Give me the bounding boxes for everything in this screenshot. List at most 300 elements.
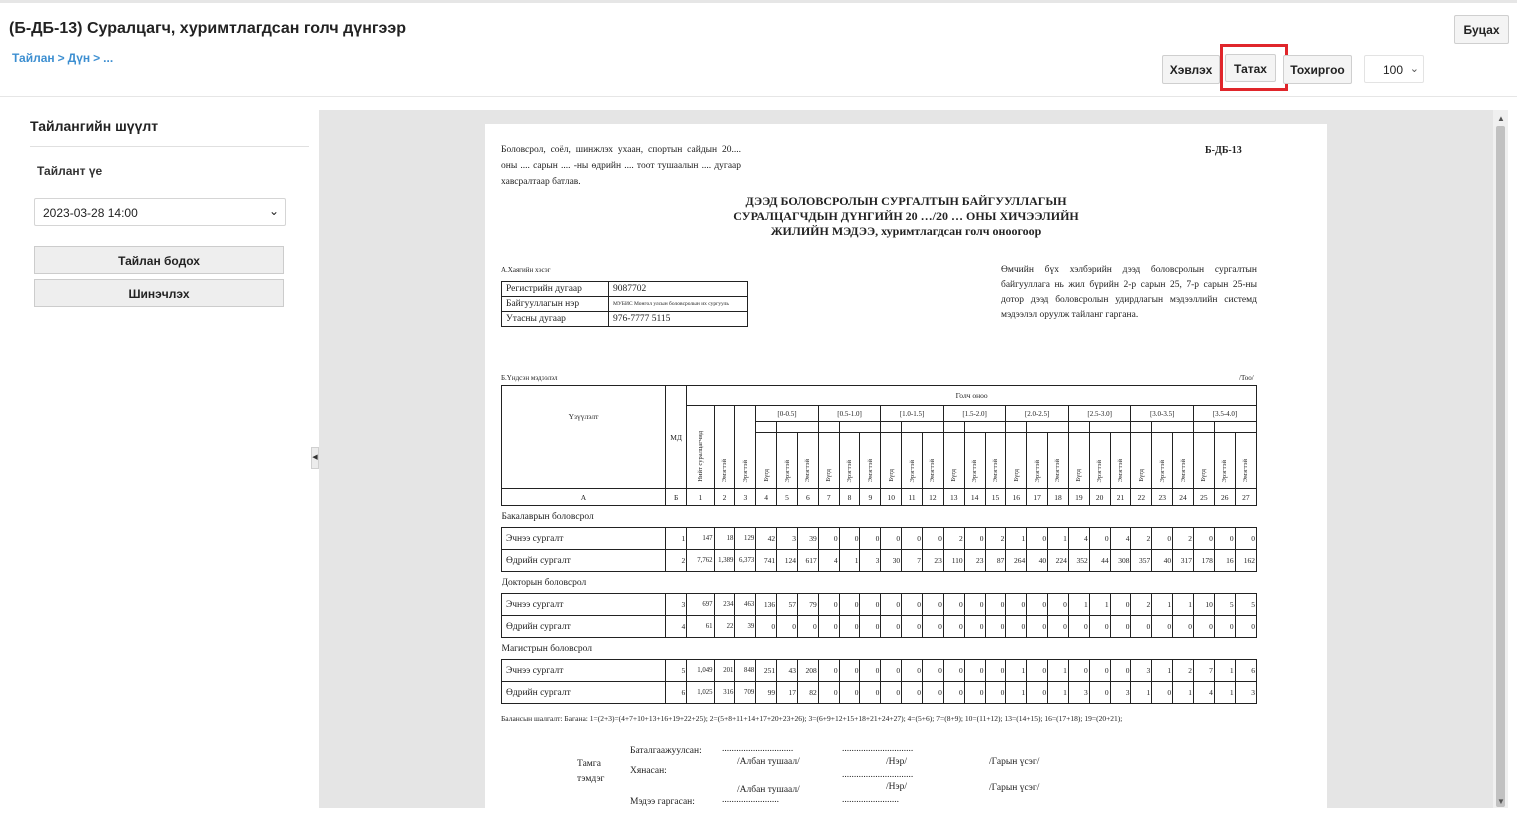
cell-value: 0: [839, 528, 860, 550]
range-sub-header: [985, 433, 1006, 489]
total-sub-header: [714, 406, 735, 489]
column-number: 13: [943, 489, 964, 506]
cell-value: 0: [923, 594, 944, 616]
cell-value: 1: [1152, 594, 1173, 616]
range-sub-header-label: Бүгд: [1012, 469, 1020, 482]
column-number: 2: [714, 489, 735, 506]
row-md: 5: [665, 660, 686, 682]
range-sub-header: [1089, 433, 1110, 489]
cell-value: 208: [797, 660, 818, 682]
cell-value: 0: [881, 528, 902, 550]
cell-value: 0: [1131, 616, 1152, 638]
zoom-value: 100: [1383, 63, 1404, 77]
stamp-label: Тамга тэмдэг: [577, 759, 605, 784]
top-border: [0, 0, 1517, 3]
column-number: 25: [1193, 489, 1214, 506]
cell-value: 0: [923, 682, 944, 704]
cell-value: 43: [777, 660, 798, 682]
checked-position: /Албан тушаал/: [737, 785, 800, 795]
cell-value: 30: [881, 550, 902, 572]
cell-value: 0: [860, 594, 881, 616]
settings-button[interactable]: Тохиргоо: [1283, 55, 1352, 84]
cell-value: 617: [797, 550, 818, 572]
cell-value: 0: [860, 616, 881, 638]
cell-value: 0: [1027, 682, 1048, 704]
range-sub-header: [1173, 433, 1194, 489]
cell-value: 0: [1089, 528, 1110, 550]
table-row: [502, 282, 748, 297]
row-md: 1: [665, 528, 686, 550]
cell-value: 1: [1173, 594, 1194, 616]
page-title: (Б-ДБ-13) Суралцагч, хуримтлагдсан голч дүнгээр: [9, 20, 406, 37]
filter-title: Тайлангийн шүүлт: [30, 118, 159, 134]
cell-value: 0: [1089, 682, 1110, 704]
zoom-select[interactable]: [1364, 55, 1424, 83]
header-row: [502, 386, 1257, 406]
section-a-label: А.Хаягийн хэсэг: [501, 266, 551, 274]
cell-value: 5: [1235, 594, 1256, 616]
range-sub-header: [777, 433, 798, 489]
range-sub-header: [902, 433, 923, 489]
column-number: 9: [860, 489, 881, 506]
column-number: 23: [1152, 489, 1173, 506]
print-button[interactable]: Хэвлэх: [1162, 55, 1220, 84]
range-header: [3.0-3.5]: [1131, 406, 1194, 422]
header-divider: [0, 96, 1517, 97]
column-number: 3: [735, 489, 756, 506]
cell-value: 7: [902, 550, 923, 572]
cell-value: 0: [881, 660, 902, 682]
cell-value: 4: [1193, 682, 1214, 704]
cell-value: 0: [839, 594, 860, 616]
cell-value: 3: [1235, 682, 1256, 704]
cell-value: 0: [1027, 660, 1048, 682]
scroll-thumb[interactable]: [1496, 126, 1505, 807]
cell-value: 61: [687, 616, 714, 638]
section-title: Бакалаврын боловсрол: [502, 506, 1257, 528]
cell-value: 0: [1048, 594, 1069, 616]
range-sub-header-label: Эмэгтэй: [1242, 458, 1250, 482]
table-row: [502, 297, 748, 312]
highlight-box: [1220, 44, 1288, 91]
cell-value: 147: [687, 528, 714, 550]
cell-value: 0: [818, 594, 839, 616]
cell-value: 39: [797, 528, 818, 550]
column-number: 7: [818, 489, 839, 506]
column-number: 4: [756, 489, 777, 506]
range-sub-header-label: Эмэгтэй: [866, 458, 874, 482]
cell-value: 234: [714, 594, 735, 616]
cell-value: 7,762: [687, 550, 714, 572]
prepared-position-dots: ........................: [722, 795, 779, 805]
cell-value: 1,049: [687, 660, 714, 682]
prepared-name-dots: ........................: [842, 795, 899, 805]
cell-value: 42: [756, 528, 777, 550]
range-gender-spacer: [1089, 422, 1131, 433]
cell-value: 110: [943, 550, 964, 572]
cell-value: 0: [964, 616, 985, 638]
collapse-sidebar-toggle[interactable]: [311, 447, 319, 469]
section-row: [502, 506, 1257, 528]
cell-value: 0: [777, 616, 798, 638]
range-sub-header: [1152, 433, 1173, 489]
approved-position: /Албан тушаал/: [737, 757, 800, 767]
chevron-down-icon: ⌄: [268, 204, 279, 218]
cell-value: 6,373: [735, 550, 756, 572]
range-header: [2.0-2.5]: [1006, 406, 1069, 422]
range-all-spacer: [1131, 422, 1152, 433]
period-value: 2023-03-28 14:00: [43, 206, 138, 220]
range-sub-header-label: Эмэгтэй: [991, 458, 999, 482]
range-sub-header: [964, 433, 985, 489]
cell-value: 224: [1048, 550, 1069, 572]
range-sub-header-label: Эмэгтэй: [929, 458, 937, 482]
column-number: 11: [902, 489, 923, 506]
cell-value: 10: [1193, 594, 1214, 616]
cell-value: 0: [923, 528, 944, 550]
cell-value: 4: [1068, 528, 1089, 550]
cell-value: 0: [985, 682, 1006, 704]
cell-value: 0: [1214, 528, 1235, 550]
range-sub-header-label: Эрэгтэй: [1096, 459, 1104, 482]
table-row: [502, 312, 748, 327]
range-sub-header: [1193, 433, 1214, 489]
balance-note: Балансын шалгалт: Багана: 1=(2+3)=(4+7+10+13+16+19+22+25); 2=(5+8+11+14+17+20+23+26); 3=(6+9+12+15+18+21+24+27); 4=(5+6); 7=(8+9); 10=(11+12); 13=(14+15); 16=(17+18); 19=(20+21);: [501, 714, 1123, 723]
column-number: 5: [777, 489, 798, 506]
cell-value: 99: [756, 682, 777, 704]
cell-value: 16: [1214, 550, 1235, 572]
range-sub-header-label: Бүгд: [762, 469, 770, 482]
range-sub-header-label: Эрэгтэй: [1033, 459, 1041, 482]
total-sub-header-label: Эрэгтэй: [741, 459, 749, 482]
range-sub-header: [923, 433, 944, 489]
range-gender-spacer: [839, 422, 881, 433]
range-sub-header: [1068, 433, 1089, 489]
cell-value: 0: [1152, 682, 1173, 704]
cell-value: 1: [1068, 594, 1089, 616]
info-label: Утасны дугаар: [502, 312, 609, 327]
breadcrumb-report[interactable]: Тайлан: [12, 51, 55, 65]
range-sub-header: [943, 433, 964, 489]
section-b-label: Б.Үндсэн мэдээлэл: [501, 374, 558, 382]
cell-value: 1: [1006, 528, 1027, 550]
column-number: 12: [923, 489, 944, 506]
cell-value: 3: [1110, 682, 1131, 704]
cell-value: 4: [1110, 528, 1131, 550]
cell-value: 2: [1131, 594, 1152, 616]
cell-value: 0: [985, 616, 1006, 638]
column-number: 18: [1048, 489, 1069, 506]
range-sub-header-label: Эмэгтэй: [1117, 458, 1125, 482]
column-number: 10: [881, 489, 902, 506]
cell-value: 0: [1089, 660, 1110, 682]
caret-left-icon: ◀: [312, 454, 318, 461]
breadcrumb-grades[interactable]: Дүн: [67, 51, 91, 65]
approved-sign: /Гарын үсэг/: [989, 757, 1040, 767]
cell-value: 2: [943, 528, 964, 550]
report-heading-3: ЖИЛИЙН МЭДЭЭ, хуримтлагдсан голч оноогоор: [770, 224, 1042, 238]
approved-name-dots: ..............................: [842, 744, 914, 754]
row-label: Өдрийн сургалт: [502, 682, 666, 704]
cell-value: 0: [860, 660, 881, 682]
cell-value: 264: [1006, 550, 1027, 572]
column-number: 19: [1068, 489, 1089, 506]
range-sub-header-label: Бүгд: [1137, 469, 1145, 482]
range-gender-spacer: [902, 422, 944, 433]
checked-label: Хянасан:: [630, 766, 667, 776]
row-md: 4: [665, 616, 686, 638]
gpa-header: Голч оноо: [687, 386, 1257, 406]
table-row: [502, 528, 1257, 550]
checked-name-dots: ..............................: [842, 770, 914, 780]
cell-value: 709: [735, 682, 756, 704]
range-gender-spacer: [1152, 422, 1194, 433]
cell-value: 0: [818, 528, 839, 550]
cell-value: 0: [964, 528, 985, 550]
cell-value: 40: [1152, 550, 1173, 572]
cell-value: 0: [1006, 616, 1027, 638]
column-number-row: [502, 489, 1257, 506]
cell-value: 0: [902, 660, 923, 682]
cell-value: 1: [1173, 682, 1194, 704]
cell-value: 0: [1027, 616, 1048, 638]
cell-value: 0: [923, 616, 944, 638]
column-number: 8: [839, 489, 860, 506]
cell-value: 17: [777, 682, 798, 704]
cell-value: 0: [1027, 594, 1048, 616]
cell-value: 136: [756, 594, 777, 616]
range-gender-spacer: [1027, 422, 1069, 433]
cell-value: 2: [1173, 660, 1194, 682]
cell-value: 1,389: [714, 550, 735, 572]
back-button[interactable]: Буцах: [1454, 15, 1509, 44]
form-code: Б-ДБ-13: [1205, 145, 1242, 156]
info-label: Байгууллагын нэр: [502, 297, 609, 312]
cell-value: 40: [1027, 550, 1048, 572]
range-all-spacer: [1193, 422, 1214, 433]
range-sub-header-label: Эрэгтэй: [1221, 459, 1229, 482]
cell-value: 0: [1110, 660, 1131, 682]
cell-value: 7: [1193, 660, 1214, 682]
cell-value: 3: [860, 550, 881, 572]
cell-value: 357: [1131, 550, 1152, 572]
chevron-down-icon: ⌄: [1409, 63, 1419, 75]
cell-value: 0: [943, 616, 964, 638]
range-sub-header-label: Эрэгтэй: [1158, 459, 1166, 482]
cell-value: 0: [839, 660, 860, 682]
cell-value: 3: [777, 528, 798, 550]
info-value: 976-7777 5115: [609, 312, 748, 327]
range-sub-header: [1006, 433, 1027, 489]
cell-value: 162: [1235, 550, 1256, 572]
cell-value: 0: [860, 682, 881, 704]
cell-value: 0: [964, 682, 985, 704]
cell-value: 0: [1152, 528, 1173, 550]
cell-value: 0: [881, 616, 902, 638]
total-header-label: Нийт суралцагчид: [696, 431, 704, 482]
table-row: [502, 660, 1257, 682]
range-sub-header-label: Эрэгтэй: [971, 459, 979, 482]
range-all-spacer: [1006, 422, 1027, 433]
cell-value: 0: [797, 616, 818, 638]
column-number: 24: [1173, 489, 1194, 506]
cell-value: 0: [902, 616, 923, 638]
info-value: МУБИС Монгол улсын боловсролын их сургууль: [609, 297, 748, 312]
cell-value: 0: [818, 660, 839, 682]
row-md: 3: [665, 594, 686, 616]
cell-value: 23: [923, 550, 944, 572]
column-number: 1: [687, 489, 714, 506]
cell-value: 6: [1235, 660, 1256, 682]
range-sub-header: [818, 433, 839, 489]
cell-value: 0: [964, 660, 985, 682]
cell-value: 2: [1173, 528, 1194, 550]
cell-value: 23: [964, 550, 985, 572]
cell-value: 0: [756, 616, 777, 638]
range-sub-header-label: Эмэгтэй: [1054, 458, 1062, 482]
cell-value: 0: [818, 682, 839, 704]
cell-value: 0: [964, 594, 985, 616]
approved-label: Баталгаажуулсан:: [630, 746, 702, 756]
refresh-button[interactable]: Шинэчлэх: [34, 279, 284, 307]
range-sub-header-label: Бүгд: [825, 469, 833, 482]
cell-value: 0: [902, 528, 923, 550]
cell-value: 0: [860, 528, 881, 550]
row-label: Өдрийн сургалт: [502, 550, 666, 572]
approved-name: /Нэр/: [886, 757, 907, 767]
cell-value: 0: [923, 660, 944, 682]
cell-value: 1,025: [687, 682, 714, 704]
range-gender-spacer: [777, 422, 819, 433]
range-sub-header-label: Эмэгтэй: [1179, 458, 1187, 482]
cell-value: 0: [1152, 616, 1173, 638]
cell-value: 124: [777, 550, 798, 572]
total-sub-header: [735, 406, 756, 489]
viewer-scrollbar[interactable]: [1493, 110, 1508, 808]
cell-value: 0: [1068, 660, 1089, 682]
cell-value: 352: [1068, 550, 1089, 572]
row-label: Эчнээ сургалт: [502, 594, 666, 616]
cell-value: 0: [1027, 528, 1048, 550]
checked-name: /Нэр/: [886, 782, 907, 792]
cell-value: 22: [714, 616, 735, 638]
cell-value: 0: [1089, 616, 1110, 638]
range-sub-header: [1110, 433, 1131, 489]
cell-value: 79: [797, 594, 818, 616]
cell-value: 0: [1193, 528, 1214, 550]
notice-text: Өмчийн бүх хэлбэрийн дээд боловсролын сургалтын байгууллага нь жил бүрийн 2-р сарын 25, 7-р сарын 25-ны дотор дээд боловсролын удирдлагын мэдээллийн системд мэдээлэл оруулж тайланг гаргана.: [1001, 265, 1257, 320]
grade-table: [501, 385, 1257, 704]
cell-value: 0: [1193, 616, 1214, 638]
row-label: Өдрийн сургалт: [502, 616, 666, 638]
cell-value: 1: [1214, 660, 1235, 682]
prepared-label: Мэдээ гаргасан:: [630, 797, 695, 807]
cell-value: 697: [687, 594, 714, 616]
cell-value: 308: [1110, 550, 1131, 572]
cell-value: 87: [985, 550, 1006, 572]
cell-value: 741: [756, 550, 777, 572]
cell-value: 1: [1214, 682, 1235, 704]
cell-value: 1: [1006, 682, 1027, 704]
cell-value: 57: [777, 594, 798, 616]
generate-report-button[interactable]: Тайлан бодох: [34, 246, 284, 274]
range-sub-header: [839, 433, 860, 489]
cell-value: 0: [902, 594, 923, 616]
approval-text: Боловсрол, соёл, шинжлэх ухаан, спортын сайдын 20.... оны .... сарын .... -ны өдрийн .... тоот тушаалын .... дугаар хавсралтаар батлав.: [501, 145, 741, 187]
cell-value: 1: [1048, 682, 1069, 704]
cell-value: 848: [735, 660, 756, 682]
approved-position-dots: ..............................: [722, 744, 794, 754]
range-header: [1.0-1.5]: [881, 406, 944, 422]
column-number: 17: [1027, 489, 1048, 506]
cell-value: 1: [1131, 682, 1152, 704]
cell-value: 0: [839, 616, 860, 638]
download-button[interactable]: Татах: [1225, 54, 1276, 82]
range-all-spacer: [756, 422, 777, 433]
row-md: 6: [665, 682, 686, 704]
range-sub-header: [1048, 433, 1069, 489]
cell-value: 3: [1131, 660, 1152, 682]
section-title: Магистрын боловсрол: [502, 638, 1257, 660]
cell-value: 0: [1006, 594, 1027, 616]
report-heading-1: ДЭЭД БОЛОВСРОЛЫН СУРГАЛТЫН БАЙГУУЛЛАГЫН: [745, 194, 1067, 208]
column-number: А: [502, 489, 666, 506]
range-header: [3.5-4.0]: [1193, 406, 1256, 422]
range-all-spacer: [1068, 422, 1089, 433]
indicator-header: Үзүүлэлт: [502, 386, 666, 489]
cell-value: 463: [735, 594, 756, 616]
range-header: [0.5-1.0]: [818, 406, 881, 422]
section-row: [502, 572, 1257, 594]
range-all-spacer: [818, 422, 839, 433]
cell-value: 3: [1068, 682, 1089, 704]
info-value: 9087702: [609, 282, 748, 297]
cell-value: 1: [1089, 594, 1110, 616]
cell-value: 0: [902, 682, 923, 704]
cell-value: 1: [1048, 528, 1069, 550]
range-sub-header: [1235, 433, 1256, 489]
range-sub-header: [756, 433, 777, 489]
cell-value: 0: [881, 682, 902, 704]
range-sub-header-label: Эрэгтэй: [783, 459, 791, 482]
range-sub-header: [1131, 433, 1152, 489]
range-all-spacer: [943, 422, 964, 433]
column-number: 14: [964, 489, 985, 506]
period-select[interactable]: [34, 198, 286, 226]
cell-value: 0: [943, 660, 964, 682]
cell-value: 2: [985, 528, 1006, 550]
cell-value: 0: [881, 594, 902, 616]
breadcrumb-current[interactable]: ...: [103, 51, 114, 65]
row-label: Эчнээ сургалт: [502, 660, 666, 682]
cell-value: 0: [818, 616, 839, 638]
column-number: Б: [665, 489, 686, 506]
total-header: [687, 406, 714, 489]
scroll-down-icon[interactable]: ▼: [1497, 797, 1505, 806]
cell-value: 316: [714, 682, 735, 704]
md-header: МД: [665, 386, 686, 489]
breadcrumb: Тайлан > Дүн > ...: [12, 51, 114, 65]
range-header: [1.5-2.0]: [943, 406, 1006, 422]
cell-value: 4: [818, 550, 839, 572]
cell-value: 1: [1006, 660, 1027, 682]
cell-value: 39: [735, 616, 756, 638]
column-number: 15: [985, 489, 1006, 506]
cell-value: 5: [1214, 594, 1235, 616]
cell-value: 201: [714, 660, 735, 682]
scroll-up-icon[interactable]: ▲: [1497, 114, 1505, 123]
cell-value: 129: [735, 528, 756, 550]
